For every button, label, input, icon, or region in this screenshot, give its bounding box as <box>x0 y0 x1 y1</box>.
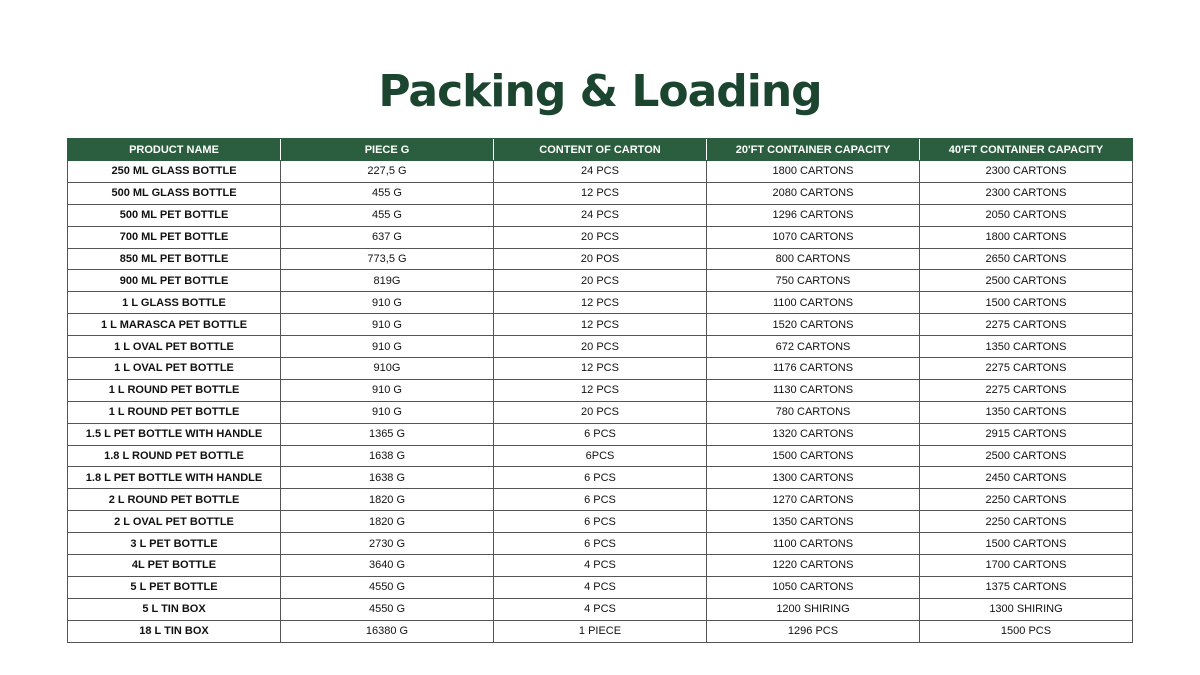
page-title: Packing & Loading <box>378 66 822 117</box>
table-row <box>68 336 1133 358</box>
capacity-20ft-cell: 1070 CARTONS <box>707 226 920 248</box>
capacity-40ft-cell: 1350 CARTONS <box>920 336 1133 358</box>
capacity-40ft-cell: 1300 SHIRING <box>920 598 1133 620</box>
capacity-20ft-cell: 750 CARTONS <box>707 270 920 292</box>
capacity-40ft-cell: 2050 CARTONS <box>920 204 1133 226</box>
product-name-cell: 850 ML PET BOTTLE <box>68 248 281 270</box>
table-row <box>68 511 1133 533</box>
capacity-20ft-cell: 1200 SHIRING <box>707 598 920 620</box>
piece-g-cell: 1820 G <box>281 511 494 533</box>
capacity-40ft-cell: 2915 CARTONS <box>920 423 1133 445</box>
table-row <box>68 292 1133 314</box>
content-of-carton-cell: 4 PCS <box>494 598 707 620</box>
content-of-carton-cell: 24 PCS <box>494 161 707 183</box>
product-name-cell: 18 L TIN BOX <box>68 620 281 642</box>
header-content-of-carton: CONTENT OF CARTON <box>494 139 707 161</box>
header-product-name: PRODUCT NAME <box>68 139 281 161</box>
piece-g-cell: 4550 G <box>281 576 494 598</box>
product-name-cell: 1 L OVAL PET BOTTLE <box>68 336 281 358</box>
capacity-20ft-cell: 1520 CARTONS <box>707 314 920 336</box>
header-row <box>68 139 1133 161</box>
header-piece-g: PIECE G <box>281 139 494 161</box>
table-row <box>68 598 1133 620</box>
content-of-carton-cell: 1 PIECE <box>494 620 707 642</box>
content-of-carton-cell: 12 PCS <box>494 358 707 380</box>
packing-loading-table <box>67 138 1133 643</box>
header-20ft-capacity: 20'FT CONTAINER CAPACITY <box>707 139 920 161</box>
capacity-40ft-cell: 1375 CARTONS <box>920 576 1133 598</box>
piece-g-cell: 910G <box>281 358 494 380</box>
capacity-20ft-cell: 1296 PCS <box>707 620 920 642</box>
table-row <box>68 270 1133 292</box>
content-of-carton-cell: 6 PCS <box>494 423 707 445</box>
content-of-carton-cell: 4 PCS <box>494 555 707 577</box>
piece-g-cell: 819G <box>281 270 494 292</box>
capacity-40ft-cell: 2275 CARTONS <box>920 314 1133 336</box>
capacity-40ft-cell: 2275 CARTONS <box>920 358 1133 380</box>
piece-g-cell: 910 G <box>281 314 494 336</box>
table-row <box>68 161 1133 183</box>
capacity-20ft-cell: 1300 CARTONS <box>707 467 920 489</box>
content-of-carton-cell: 20 PCS <box>494 226 707 248</box>
product-name-cell: 5 L PET BOTTLE <box>68 576 281 598</box>
capacity-40ft-cell: 2500 CARTONS <box>920 445 1133 467</box>
product-name-cell: 1.8 L PET BOTTLE WITH HANDLE <box>68 467 281 489</box>
product-name-cell: 5 L TIN BOX <box>68 598 281 620</box>
capacity-40ft-cell: 1500 CARTONS <box>920 292 1133 314</box>
product-name-cell: 1 L ROUND PET BOTTLE <box>68 401 281 423</box>
piece-g-cell: 3640 G <box>281 555 494 577</box>
content-of-carton-cell: 12 PCS <box>494 292 707 314</box>
table-row <box>68 401 1133 423</box>
piece-g-cell: 227,5 G <box>281 161 494 183</box>
content-of-carton-cell: 24 PCS <box>494 204 707 226</box>
product-name-cell: 500 ML GLASS BOTTLE <box>68 182 281 204</box>
piece-g-cell: 455 G <box>281 204 494 226</box>
capacity-20ft-cell: 672 CARTONS <box>707 336 920 358</box>
capacity-20ft-cell: 1296 CARTONS <box>707 204 920 226</box>
capacity-20ft-cell: 1800 CARTONS <box>707 161 920 183</box>
content-of-carton-cell: 20 PCS <box>494 401 707 423</box>
content-of-carton-cell: 6PCS <box>494 445 707 467</box>
content-of-carton-cell: 12 PCS <box>494 182 707 204</box>
capacity-20ft-cell: 1270 CARTONS <box>707 489 920 511</box>
piece-g-cell: 1638 G <box>281 445 494 467</box>
product-name-cell: 700 ML PET BOTTLE <box>68 226 281 248</box>
product-name-cell: 1 L MARASCA PET BOTTLE <box>68 314 281 336</box>
piece-g-cell: 1820 G <box>281 489 494 511</box>
product-name-cell: 2 L OVAL PET BOTTLE <box>68 511 281 533</box>
table-row <box>68 204 1133 226</box>
capacity-20ft-cell: 1176 CARTONS <box>707 358 920 380</box>
piece-g-cell: 1638 G <box>281 467 494 489</box>
header-40ft-capacity: 40'FT CONTAINER CAPACITY <box>920 139 1133 161</box>
table-row <box>68 358 1133 380</box>
piece-g-cell: 637 G <box>281 226 494 248</box>
table-row <box>68 576 1133 598</box>
table-row <box>68 555 1133 577</box>
piece-g-cell: 16380 G <box>281 620 494 642</box>
content-of-carton-cell: 6 PCS <box>494 511 707 533</box>
content-of-carton-cell: 12 PCS <box>494 379 707 401</box>
table-row <box>68 182 1133 204</box>
product-name-cell: 1 L ROUND PET BOTTLE <box>68 379 281 401</box>
piece-g-cell: 910 G <box>281 401 494 423</box>
piece-g-cell: 773,5 G <box>281 248 494 270</box>
table-row <box>68 226 1133 248</box>
piece-g-cell: 4550 G <box>281 598 494 620</box>
capacity-20ft-cell: 800 CARTONS <box>707 248 920 270</box>
piece-g-cell: 910 G <box>281 336 494 358</box>
content-of-carton-cell: 6 PCS <box>494 533 707 555</box>
capacity-40ft-cell: 1800 CARTONS <box>920 226 1133 248</box>
table-row <box>68 467 1133 489</box>
capacity-40ft-cell: 2250 CARTONS <box>920 511 1133 533</box>
piece-g-cell: 1365 G <box>281 423 494 445</box>
product-name-cell: 250 ML GLASS BOTTLE <box>68 161 281 183</box>
capacity-40ft-cell: 2450 CARTONS <box>920 467 1133 489</box>
table-row <box>68 248 1133 270</box>
table-row <box>68 379 1133 401</box>
content-of-carton-cell: 6 PCS <box>494 489 707 511</box>
piece-g-cell: 910 G <box>281 292 494 314</box>
capacity-40ft-cell: 2275 CARTONS <box>920 379 1133 401</box>
capacity-40ft-cell: 2250 CARTONS <box>920 489 1133 511</box>
table-row <box>68 620 1133 642</box>
content-of-carton-cell: 4 PCS <box>494 576 707 598</box>
product-name-cell: 1 L GLASS BOTTLE <box>68 292 281 314</box>
piece-g-cell: 455 G <box>281 182 494 204</box>
capacity-40ft-cell: 1500 CARTONS <box>920 533 1133 555</box>
table-row <box>68 423 1133 445</box>
table-row <box>68 489 1133 511</box>
product-name-cell: 900 ML PET BOTTLE <box>68 270 281 292</box>
capacity-40ft-cell: 1500 PCS <box>920 620 1133 642</box>
capacity-40ft-cell: 2650 CARTONS <box>920 248 1133 270</box>
table-row <box>68 314 1133 336</box>
product-name-cell: 1.8 L ROUND PET BOTTLE <box>68 445 281 467</box>
product-name-cell: 3 L PET BOTTLE <box>68 533 281 555</box>
content-of-carton-cell: 20 POS <box>494 248 707 270</box>
product-name-cell: 1.5 L PET BOTTLE WITH HANDLE <box>68 423 281 445</box>
capacity-40ft-cell: 2300 CARTONS <box>920 182 1133 204</box>
content-of-carton-cell: 20 PCS <box>494 270 707 292</box>
table-header <box>68 139 1133 161</box>
packing-table-container <box>67 138 1133 643</box>
product-name-cell: 4L PET BOTTLE <box>68 555 281 577</box>
capacity-20ft-cell: 2080 CARTONS <box>707 182 920 204</box>
table-row <box>68 533 1133 555</box>
product-name-cell: 2 L ROUND PET BOTTLE <box>68 489 281 511</box>
capacity-40ft-cell: 1350 CARTONS <box>920 401 1133 423</box>
capacity-40ft-cell: 2300 CARTONS <box>920 161 1133 183</box>
capacity-20ft-cell: 1130 CARTONS <box>707 379 920 401</box>
capacity-20ft-cell: 1050 CARTONS <box>707 576 920 598</box>
content-of-carton-cell: 20 PCS <box>494 336 707 358</box>
piece-g-cell: 2730 G <box>281 533 494 555</box>
piece-g-cell: 910 G <box>281 379 494 401</box>
capacity-40ft-cell: 2500 CARTONS <box>920 270 1133 292</box>
capacity-20ft-cell: 780 CARTONS <box>707 401 920 423</box>
content-of-carton-cell: 6 PCS <box>494 467 707 489</box>
capacity-20ft-cell: 1320 CARTONS <box>707 423 920 445</box>
content-of-carton-cell: 12 PCS <box>494 314 707 336</box>
product-name-cell: 500 ML PET BOTTLE <box>68 204 281 226</box>
product-name-cell: 1 L OVAL PET BOTTLE <box>68 358 281 380</box>
table-row <box>68 445 1133 467</box>
table-body <box>68 161 1133 643</box>
capacity-20ft-cell: 1100 CARTONS <box>707 533 920 555</box>
capacity-20ft-cell: 1100 CARTONS <box>707 292 920 314</box>
capacity-20ft-cell: 1220 CARTONS <box>707 555 920 577</box>
capacity-20ft-cell: 1350 CARTONS <box>707 511 920 533</box>
capacity-40ft-cell: 1700 CARTONS <box>920 555 1133 577</box>
capacity-20ft-cell: 1500 CARTONS <box>707 445 920 467</box>
